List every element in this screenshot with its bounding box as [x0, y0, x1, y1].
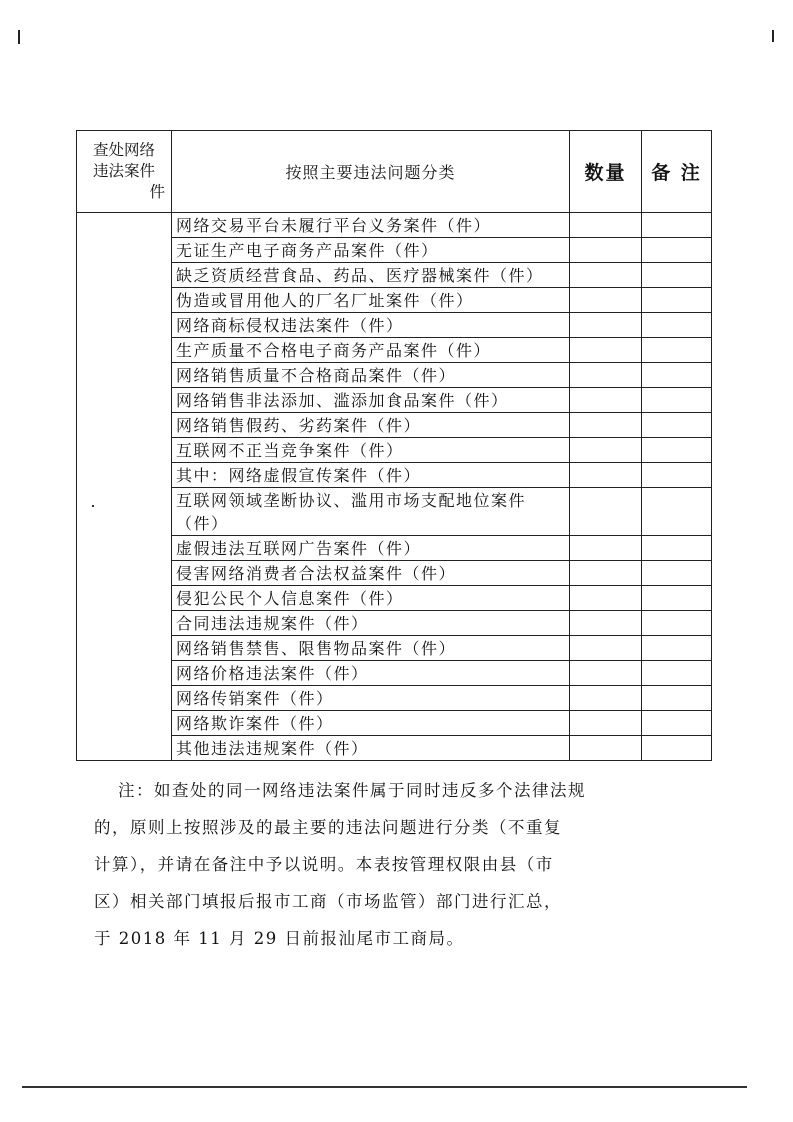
quantity-cell[interactable]: [570, 463, 642, 488]
total-cases-cell[interactable]: [77, 213, 172, 761]
table-row-label: 侵害网络消费者合法权益案件（件）: [172, 561, 570, 586]
remarks-cell[interactable]: [642, 263, 712, 288]
quantity-cell[interactable]: [570, 213, 642, 238]
remarks-cell[interactable]: [642, 536, 712, 561]
remarks-cell[interactable]: [642, 561, 712, 586]
table-row-label: 合同违法违规案件（件）: [172, 611, 570, 636]
remarks-cell[interactable]: [642, 686, 712, 711]
remarks-cell[interactable]: [642, 636, 712, 661]
quantity-cell[interactable]: [570, 736, 642, 761]
table-row-label: 伪造或冒用他人的厂名厂址案件（件）: [172, 288, 570, 313]
quantity-cell[interactable]: [570, 413, 642, 438]
quantity-cell[interactable]: [570, 338, 642, 363]
remarks-cell[interactable]: [642, 238, 712, 263]
table-row-label: 互联网领域垄断协议、滥用市场支配地位案件（件）: [172, 488, 570, 536]
remarks-cell[interactable]: [642, 711, 712, 736]
table-row-label: 互联网不正当竞争案件（件）: [172, 438, 570, 463]
quantity-cell[interactable]: [570, 711, 642, 736]
quantity-cell[interactable]: [570, 288, 642, 313]
header-category: 按照主要违法问题分类: [172, 131, 570, 213]
header-total-line2: 违法案件: [92, 162, 155, 180]
table-header-row: [77, 131, 712, 213]
table-row-label: 无证生产电子商务产品案件（件）: [172, 238, 570, 263]
quantity-cell[interactable]: [570, 238, 642, 263]
header-remarks: 备 注: [642, 131, 712, 213]
table-row-label: 网络销售非法添加、滥添加食品案件（件）: [172, 388, 570, 413]
quantity-cell[interactable]: [570, 263, 642, 288]
footnote-line: 区）相关部门填报后报市工商（市场监管）部门进行汇总，: [94, 892, 562, 911]
page-bottom-rule: [22, 1086, 747, 1088]
remarks-cell[interactable]: [642, 388, 712, 413]
remarks-cell[interactable]: [642, 586, 712, 611]
remarks-cell[interactable]: [642, 438, 712, 463]
table-row-label: 虚假违法互联网广告案件（件）: [172, 536, 570, 561]
remarks-cell[interactable]: [642, 736, 712, 761]
table-row-label: 网络销售假药、劣药案件（件）: [172, 413, 570, 438]
table-row-label: 其他违法违规案件（件）: [172, 736, 570, 761]
footnote-line: 于 2018 年 11 月 29 日前报汕尾市工商局。: [94, 929, 465, 948]
remarks-cell[interactable]: [642, 413, 712, 438]
quantity-cell[interactable]: [570, 561, 642, 586]
quantity-cell[interactable]: [570, 586, 642, 611]
header-total-cases: [77, 131, 172, 213]
footnote-line: 的，原则上按照涉及的最主要的违法问题进行分类（不重复: [94, 818, 562, 837]
quantity-cell[interactable]: [570, 313, 642, 338]
table-row-label: 其中：网络虚假宣传案件（件）: [172, 463, 570, 488]
table-row-label: 网络销售禁售、限售物品案件（件）: [172, 636, 570, 661]
remarks-cell[interactable]: [642, 661, 712, 686]
corner-mark: [18, 30, 20, 44]
remarks-cell[interactable]: [642, 363, 712, 388]
corner-mark: [772, 30, 774, 42]
table-row-label: 网络价格违法案件（件）: [172, 661, 570, 686]
quantity-cell[interactable]: [570, 611, 642, 636]
remarks-cell[interactable]: [642, 488, 712, 536]
header-total-line3: 件: [149, 183, 165, 201]
footnote-line: 计算），并请在备注中予以说明。本表按管理权限由县（市: [94, 855, 554, 874]
table-row-label: 网络商标侵权违法案件（件）: [172, 313, 570, 338]
table-row-label: 网络销售质量不合格商品案件（件）: [172, 363, 570, 388]
quantity-cell[interactable]: [570, 661, 642, 686]
quantity-cell[interactable]: [570, 488, 642, 536]
table-row-label: 网络欺诈案件（件）: [172, 711, 570, 736]
footnote-line: 注：如查处的同一网络违法案件属于同时违反多个法律法规: [118, 781, 586, 800]
header-quantity: 数量: [570, 131, 642, 213]
table-row-label: 缺乏资质经营食品、药品、医疗器械案件（件）: [172, 263, 570, 288]
case-statistics-table: [76, 130, 712, 761]
remarks-cell[interactable]: [642, 463, 712, 488]
quantity-cell[interactable]: [570, 536, 642, 561]
quantity-cell[interactable]: [570, 438, 642, 463]
remarks-cell[interactable]: [642, 313, 712, 338]
table-row-label: 生产质量不合格电子商务产品案件（件）: [172, 338, 570, 363]
table-row-label: 网络交易平台未履行平台义务案件（件）: [172, 213, 570, 238]
quantity-cell[interactable]: [570, 686, 642, 711]
quantity-cell[interactable]: [570, 636, 642, 661]
header-total-line1: 查处网络: [92, 141, 155, 159]
remarks-cell[interactable]: [642, 611, 712, 636]
quantity-cell[interactable]: [570, 388, 642, 413]
footnote: [94, 772, 658, 957]
remarks-cell[interactable]: [642, 213, 712, 238]
table-row-label: 侵犯公民个人信息案件（件）: [172, 586, 570, 611]
remarks-cell[interactable]: [642, 338, 712, 363]
quantity-cell[interactable]: [570, 363, 642, 388]
remarks-cell[interactable]: [642, 288, 712, 313]
table-row-label: 网络传销案件（件）: [172, 686, 570, 711]
